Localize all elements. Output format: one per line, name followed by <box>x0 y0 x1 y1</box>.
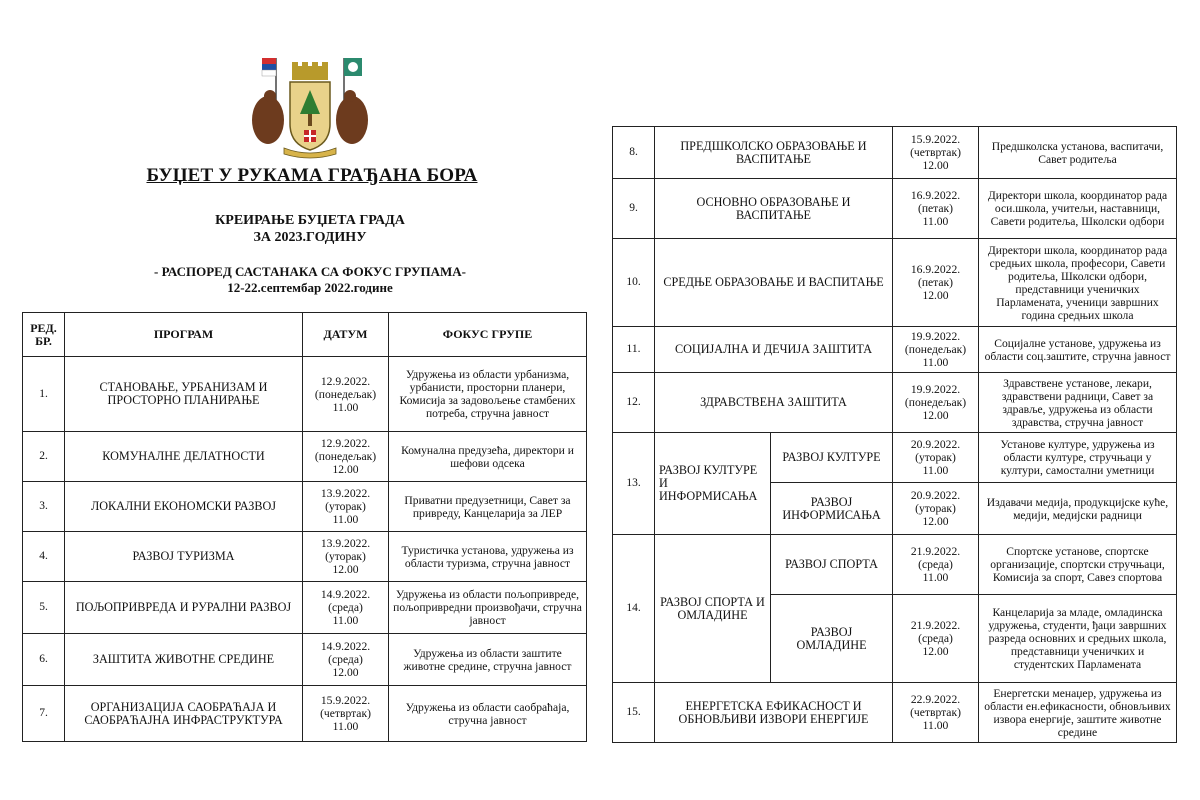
row-date: 21.9.2022. (среда) 11.00 <box>893 535 979 595</box>
column-header-num: РЕД. БР. <box>23 313 65 357</box>
row-focus: Туристичка установа, удружења из области туризма, стручна јавност <box>389 532 587 582</box>
row-program: РАЗВОЈ СПОРТА И ОМЛАДИНЕ <box>655 535 771 683</box>
row-subprogram: РАЗВОЈ КУЛТУРЕ <box>771 433 893 483</box>
row-program: СОЦИЈАЛНА И ДЕЧИЈА ЗАШТИТА <box>655 327 893 373</box>
row-date: 15.9.2022. (четвртак) 12.00 <box>893 127 979 179</box>
schedule-line-1: - РАСПОРЕД САСТАНАКА СА ФОКУС ГРУПАМА- <box>154 264 466 279</box>
row-program: СТАНОВАЊЕ, УРБАНИЗАМ И ПРОСТОРНО ПЛАНИРАЊЕ <box>65 357 303 432</box>
table-row <box>613 327 1177 373</box>
row-date: 19.9.2022. (понедељак) 11.00 <box>893 327 979 373</box>
row-focus: Енергетски менаџер, удружења из области ен.ефикасности, обновљивих извора енергије, заштите животне средине <box>979 683 1177 743</box>
subtitle-line-2: ЗА 2023.ГОДИНУ <box>253 230 367 245</box>
row-program: ЕНЕРГЕТСКА ЕФИКАСНОСТ И ОБНОВЉИВИ ИЗВОРИ ЕНЕРГИЈЕ <box>655 683 893 743</box>
schedule-table-left <box>22 312 587 742</box>
table-row <box>613 535 1177 595</box>
column-header-focus: ФОКУС ГРУПЕ <box>389 313 587 357</box>
row-date: 20.9.2022. (уторак) 12.00 <box>893 483 979 535</box>
row-number: 1. <box>23 357 65 432</box>
row-date: 19.9.2022. (понедељак) 12.00 <box>893 373 979 433</box>
row-date: 21.9.2022. (среда) 12.00 <box>893 595 979 683</box>
row-number: 12. <box>613 373 655 433</box>
row-number: 2. <box>23 432 65 482</box>
table-row <box>23 357 587 432</box>
row-program: ЗАШТИТА ЖИВОТНЕ СРЕДИНЕ <box>65 634 303 686</box>
row-focus: Издавачи медија, продукцијске куће, медији, медијски радници <box>979 483 1177 535</box>
row-date: 12.9.2022. (понедељак) 11.00 <box>303 357 389 432</box>
document-subtitle <box>160 212 460 246</box>
subtitle-line-1: КРЕИРАЊЕ БУЏЕТА ГРАДА <box>215 213 405 228</box>
row-focus: Директори школа, координатор рада средњих школа, професори, Савети родитеља, Школски одбори, представници ученичких Парламената, ученици завршних година средњих школа <box>979 239 1177 327</box>
row-date: 13.9.2022. (уторак) 11.00 <box>303 482 389 532</box>
row-date: 16.9.2022. (петак) 12.00 <box>893 239 979 327</box>
table-header-row <box>23 313 587 357</box>
row-date: 16.9.2022. (петак) 11.00 <box>893 179 979 239</box>
row-program: ПОЉОПРИВРЕДА И РУРАЛНИ РАЗВОЈ <box>65 582 303 634</box>
table-row <box>613 373 1177 433</box>
row-program: РАЗВОЈ ТУРИЗМА <box>65 532 303 582</box>
row-date: 13.9.2022. (уторак) 12.00 <box>303 532 389 582</box>
row-number: 6. <box>23 634 65 686</box>
table-row <box>23 634 587 686</box>
row-number: 8. <box>613 127 655 179</box>
row-subprogram: РАЗВОЈ ИНФОРМИСАЊА <box>771 483 893 535</box>
row-program: ЗДРАВСТВЕНА ЗАШТИТА <box>655 373 893 433</box>
table-row <box>23 432 587 482</box>
table-row <box>613 179 1177 239</box>
row-focus: Канцеларија за младе, омладинска удружења, студенти, ђаци завршних разреда основних и средњих школа, представници ученичких и студентских Парламената <box>979 595 1177 683</box>
row-number: 15. <box>613 683 655 743</box>
row-number: 4. <box>23 532 65 582</box>
row-program: ЛОКАЛНИ ЕКОНОМСКИ РАЗВОЈ <box>65 482 303 532</box>
row-number: 11. <box>613 327 655 373</box>
row-focus: Приватни предузетници, Савет за привреду, Канцеларија за ЛЕР <box>389 482 587 532</box>
row-program: ОСНОВНО ОБРАЗОВАЊЕ И ВАСПИТАЊЕ <box>655 179 893 239</box>
row-focus: Комунална предузећа, директори и шефови одсека <box>389 432 587 482</box>
row-focus: Установе културе, удружења из области културе, стручњаци у култури, самостални уметници <box>979 433 1177 483</box>
table-row <box>613 433 1177 483</box>
row-focus: Здравствене установе, лекари, здравствени радници, Савет за здравље, удружења из области здравства, стручна јавност <box>979 373 1177 433</box>
row-date: 12.9.2022. (понедељак) 12.00 <box>303 432 389 482</box>
table-row <box>23 532 587 582</box>
row-subprogram: РАЗВОЈ ОМЛАДИНЕ <box>771 595 893 683</box>
coat-of-arms-icon <box>240 52 380 162</box>
row-date: 20.9.2022. (уторак) 11.00 <box>893 433 979 483</box>
schedule-table-right <box>612 126 1177 743</box>
table-row <box>613 239 1177 327</box>
row-number: 13. <box>613 433 655 535</box>
row-number: 9. <box>613 179 655 239</box>
row-number: 5. <box>23 582 65 634</box>
row-program: КОМУНАЛНЕ ДЕЛАТНОСТИ <box>65 432 303 482</box>
row-date: 15.9.2022. (четвртак) 11.00 <box>303 686 389 742</box>
row-focus: Удружења из области пољопривреде, пољопривредни произвођачи, стручна јавност <box>389 582 587 634</box>
row-subprogram: РАЗВОЈ СПОРТА <box>771 535 893 595</box>
row-number: 10. <box>613 239 655 327</box>
table-row <box>613 127 1177 179</box>
row-focus: Директори школа, координатор рада оси.школа, учитељи, наставници, Савети родитеља, Школски одбори <box>979 179 1177 239</box>
table-row <box>23 582 587 634</box>
schedule-heading <box>120 264 500 296</box>
row-date: 22.9.2022. (четвртак) 11.00 <box>893 683 979 743</box>
row-focus: Удружења из области заштите животне средине, стручна јавност <box>389 634 587 686</box>
table-row <box>23 686 587 742</box>
row-date: 14.9.2022. (среда) 11.00 <box>303 582 389 634</box>
table-row <box>613 683 1177 743</box>
column-header-program: ПРОГРАМ <box>65 313 303 357</box>
row-focus: Спортске установе, спортске организације, спортски стручњаци, Комисија за спорт, Савез спортова <box>979 535 1177 595</box>
row-focus: Удружења из области саобраћаја, стручна јавност <box>389 686 587 742</box>
row-program: СРЕДЊЕ ОБРАЗОВАЊЕ И ВАСПИТАЊЕ <box>655 239 893 327</box>
row-number: 14. <box>613 535 655 683</box>
row-date: 14.9.2022. (среда) 12.00 <box>303 634 389 686</box>
document-title: БУЏЕТ У РУКАМА ГРАЂАНА БОРА <box>146 165 478 186</box>
row-focus: Удружења из области урбанизма, урбанисти, просторни планери, Комисија за задовољење стамбених потреба, стручна јавност <box>389 357 587 432</box>
row-number: 3. <box>23 482 65 532</box>
row-program: ПРЕДШКОЛСКО ОБРАЗОВАЊЕ И ВАСПИТАЊЕ <box>655 127 893 179</box>
row-program: РАЗВОЈ КУЛТУРЕ И ИНФОРМИСАЊА <box>655 433 771 535</box>
row-number: 7. <box>23 686 65 742</box>
schedule-line-2: 12-22.септембар 2022.године <box>227 280 393 295</box>
row-focus: Социјалне установе, удружења из области соц.заштите, стручна јавност <box>979 327 1177 373</box>
column-header-date: ДАТУМ <box>303 313 389 357</box>
row-focus: Предшколска установа, васпитачи, Савет родитеља <box>979 127 1177 179</box>
row-program: ОРГАНИЗАЦИЈА САОБРАЋАЈА И САОБРАЋАЈНА ИНФРАСТРУКТУРА <box>65 686 303 742</box>
table-row <box>23 482 587 532</box>
